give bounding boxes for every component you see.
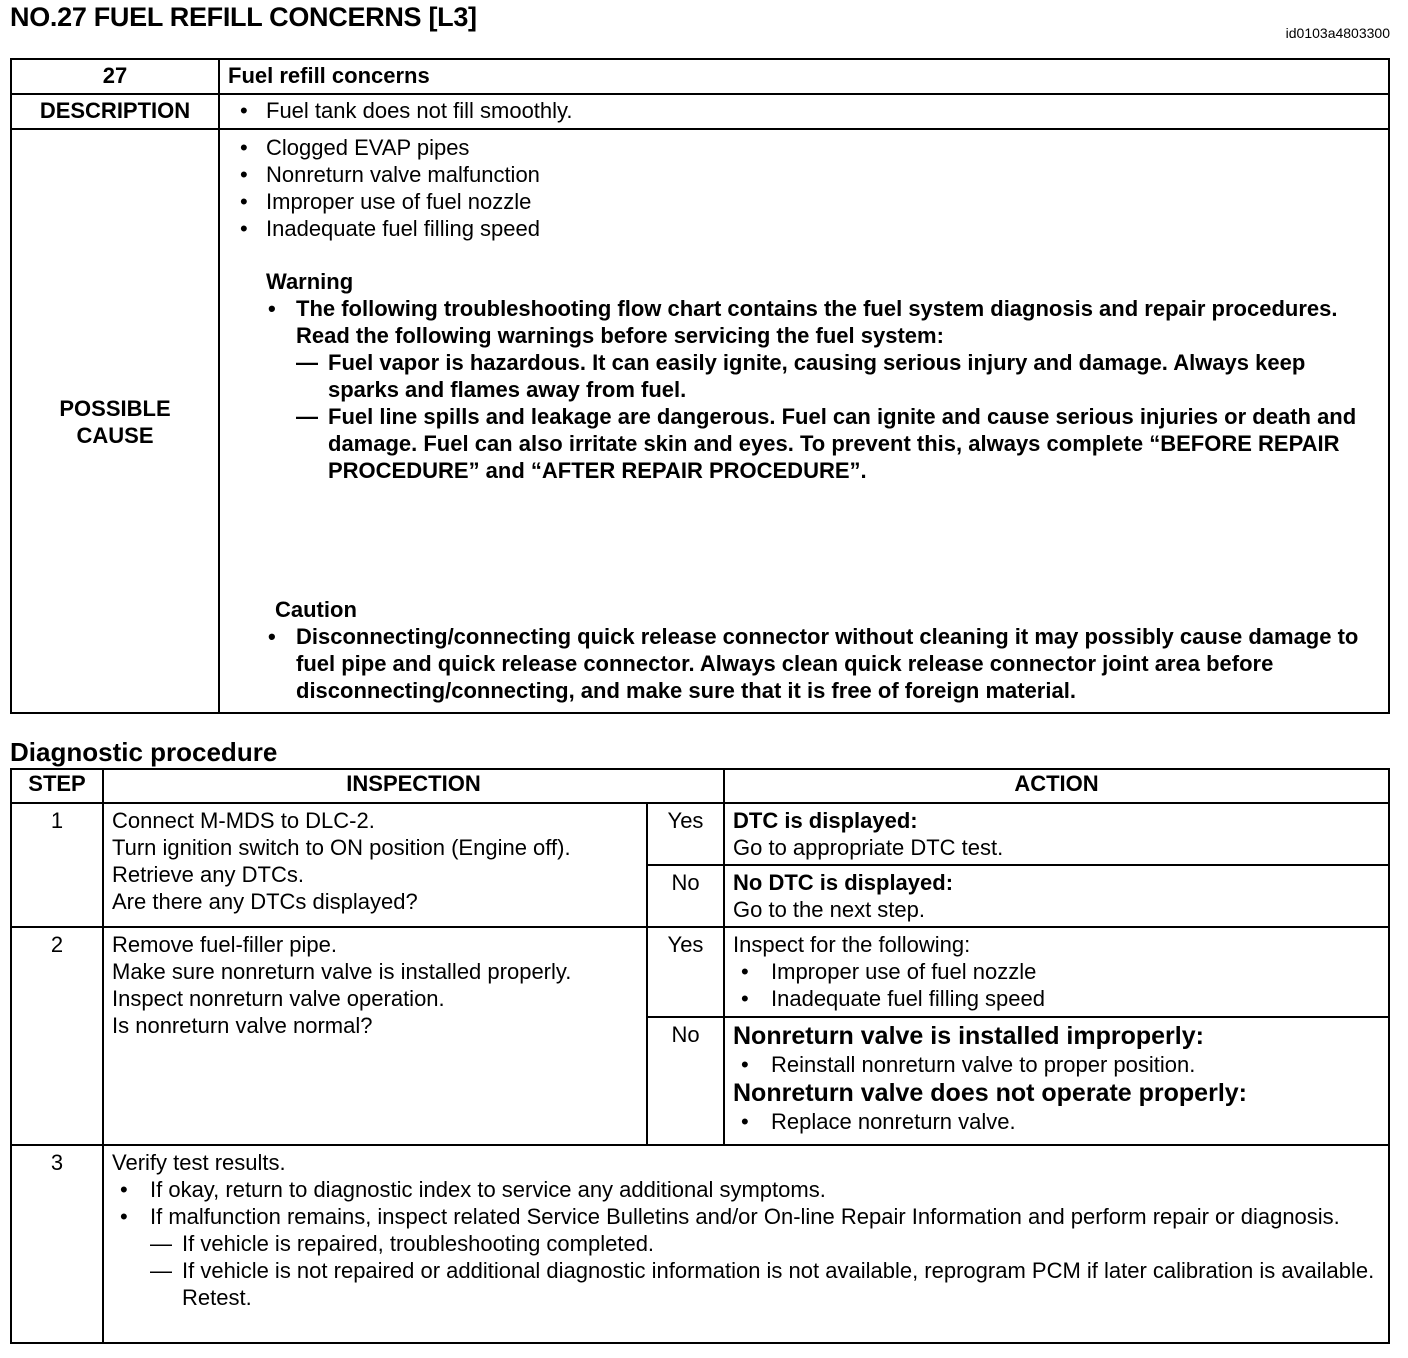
action-heading: No DTC is displayed: — [733, 870, 954, 895]
step3-list — [112, 1176, 1380, 1311]
possible-cause-label — [11, 129, 219, 713]
step3-item — [112, 1203, 1380, 1311]
action-text: Inspect for the following: — [733, 932, 971, 957]
diagnostic-table — [10, 768, 1390, 1344]
concern-table — [10, 58, 1390, 714]
inspection-line: Inspect nonreturn valve operation. — [112, 986, 445, 1011]
step3-intro: Verify test results. — [112, 1150, 286, 1175]
warning-text: The following troubleshooting flow chart contains the fuel system diagnosis and repair procedures. Read the following warnings before servicing the fuel system: — [296, 296, 1338, 348]
cause-item: • Nonreturn valve malfunction — [228, 161, 1380, 188]
caution-list — [266, 623, 1380, 704]
step3-sub-item: — If vehicle is not repaired or additional diagnostic information is not available, reprogram PCM if later calibration is available. Retest. — [150, 1257, 1380, 1311]
inspection-line: Turn ignition switch to ON position (Engine off). — [112, 835, 571, 860]
warning-item: — Fuel vapor is hazardous. It can easily ignite, causing serious injury and damage. Always keep sparks and flames away from fuel. — [296, 349, 1380, 403]
warning-list — [266, 295, 1380, 484]
no-label: No — [647, 1017, 724, 1145]
step3-item-text: If malfunction remains, inspect related Service Bulletins and/or On-line Repair Information and perform repair or diagnosis. — [150, 1204, 1340, 1229]
step3-sub-item: — If vehicle is repaired, troubleshooting completed. — [150, 1230, 1380, 1257]
step3-item: • If okay, return to diagnostic index to service any additional symptoms. — [112, 1176, 1380, 1203]
description-cell — [219, 94, 1389, 129]
cause-item: • Inadequate fuel filling speed — [228, 215, 1380, 242]
action-text: Go to appropriate DTC test. — [733, 835, 1004, 860]
action-item: • Inadequate fuel filling speed — [733, 985, 1380, 1012]
possible-cause-label-line2: CAUSE — [76, 423, 154, 448]
warning-title: Warning — [266, 269, 354, 294]
step2-yes-action — [724, 927, 1389, 1017]
action-heading: DTC is displayed: — [733, 808, 918, 833]
step-number: 3 — [11, 1145, 103, 1343]
caution-title: Caution — [275, 597, 357, 622]
step1-yes-action — [724, 803, 1389, 865]
action-item: • Improper use of fuel nozzle — [733, 958, 1380, 985]
inspection-line: Remove fuel-filler pipe. — [112, 932, 337, 957]
step3-sub-list — [150, 1230, 1380, 1311]
step1-inspection — [103, 803, 647, 927]
action-item: • Reinstall nonreturn valve to proper position. — [733, 1051, 1380, 1078]
action-list — [733, 1108, 1380, 1135]
document-id: id0103a4803300 — [1285, 25, 1390, 41]
step-header: STEP — [11, 769, 103, 803]
step2-inspection — [103, 927, 647, 1145]
step3-content — [103, 1145, 1389, 1343]
inspection-line: Connect M-MDS to DLC-2. — [112, 808, 375, 833]
inspection-header: INSPECTION — [103, 769, 724, 803]
caution-text: • Disconnecting/connecting quick release connector without cleaning it may possibly cause damage to fuel pipe and quick release connector. Always clean quick release connector joint area before disconnecting/connecting, and make sure that it is free of foreign material. — [266, 623, 1380, 704]
cause-list — [228, 134, 1380, 242]
diagnostic-procedure-title: Diagnostic procedure — [10, 737, 278, 767]
warning-sub-list — [296, 349, 1380, 484]
action-text: Go to the next step. — [733, 897, 926, 922]
step2-no-action — [724, 1017, 1389, 1145]
step1-no-action — [724, 865, 1389, 927]
yes-label: Yes — [647, 927, 724, 1017]
warning-item: — Fuel line spills and leakage are dangerous. Fuel can ignite and cause serious injuries or death and damage. Fuel can also irritate skin and eyes. To prevent this, always complete “BEFORE REPAIR PROCEDURE” and “AFTER REPAIR PROCEDURE”. — [296, 403, 1380, 484]
action-item: • Replace nonreturn valve. — [733, 1108, 1380, 1135]
action-header: ACTION — [724, 769, 1389, 803]
action-heading: Nonreturn valve does not operate properly: — [733, 1079, 1247, 1107]
page-title: NO.27 FUEL REFILL CONCERNS [L3] — [10, 2, 477, 32]
concern-name: Fuel refill concerns — [219, 59, 1389, 94]
inspection-line: Is nonreturn valve normal? — [112, 1013, 373, 1038]
action-heading: Nonreturn valve is installed improperly: — [733, 1022, 1204, 1050]
concern-number: 27 — [11, 59, 219, 94]
cause-item: • Improper use of fuel nozzle — [228, 188, 1380, 215]
inspection-line: Are there any DTCs displayed? — [112, 889, 418, 914]
inspection-line: Make sure nonreturn valve is installed properly. — [112, 959, 572, 984]
action-list — [733, 1051, 1380, 1078]
description-item: • Fuel tank does not fill smoothly. — [228, 97, 1380, 124]
cause-item: • Clogged EVAP pipes — [228, 134, 1380, 161]
action-list — [733, 958, 1380, 1012]
yes-label: Yes — [647, 803, 724, 865]
possible-cause-label-line1: POSSIBLE — [59, 396, 171, 421]
step-number: 2 — [11, 927, 103, 1145]
step-number: 1 — [11, 803, 103, 927]
inspection-line: Retrieve any DTCs. — [112, 862, 304, 887]
possible-cause-cell — [219, 129, 1389, 713]
description-label: DESCRIPTION — [11, 94, 219, 129]
no-label: No — [647, 865, 724, 927]
